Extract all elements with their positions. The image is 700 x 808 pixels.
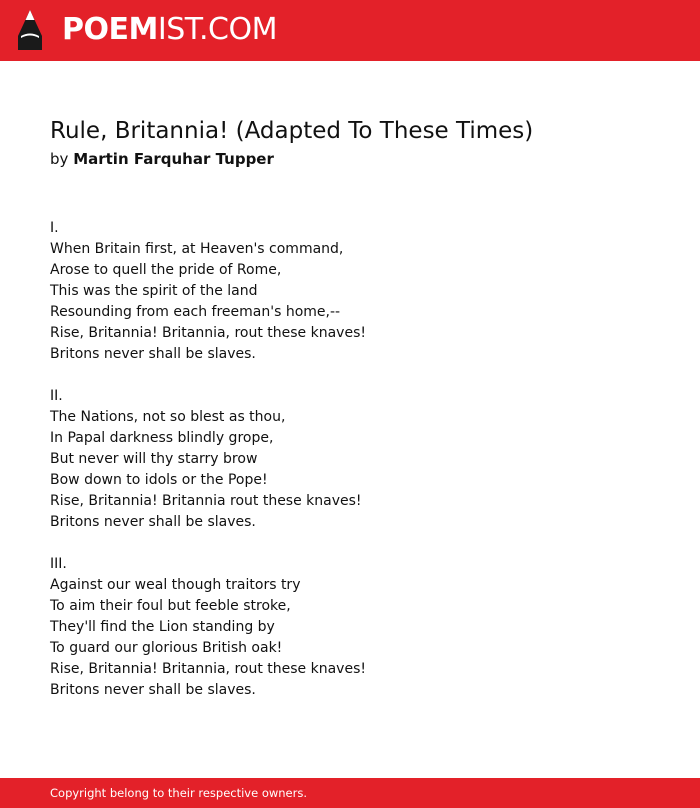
poem-line: Britons never shall be slaves. [50, 346, 256, 362]
poem-line: Rise, Britannia! Britannia rout these knaves! [50, 493, 362, 509]
stanza [50, 386, 650, 533]
poem-line: In Papal darkness blindly grope, [50, 430, 274, 446]
poem-line: Britons never shall be slaves. [50, 514, 256, 530]
byline [50, 148, 274, 170]
poem-line: When Britain first, at Heaven's command, [50, 241, 344, 257]
site-header [0, 0, 700, 61]
logo-text-bold: POEM [62, 12, 158, 47]
stanza [50, 554, 650, 701]
poem-line: II. [50, 388, 63, 404]
poem-line: But never will thy starry brow [50, 451, 258, 467]
poem-line: Rise, Britannia! Britannia, rout these knaves! [50, 325, 366, 341]
poem-line: Bow down to idols or the Pope! [50, 472, 268, 488]
pencil-logo-icon[interactable] [17, 9, 43, 51]
stanza [50, 218, 650, 365]
poem-title: Rule, Britannia! (Adapted To These Times) [50, 118, 534, 144]
poem-line: Resounding from each freeman's home,-- [50, 304, 341, 320]
logo-text-light: IST.COM [157, 12, 277, 47]
poem-line: They'll find the Lion standing by [50, 619, 275, 635]
poem-line: III. [50, 556, 67, 572]
poem-line: This was the spirit of the land [50, 283, 258, 299]
poem-line: Arose to quell the pride of Rome, [50, 262, 282, 278]
poem-body [50, 218, 650, 722]
poem-line: To aim their foul but feeble stroke, [50, 598, 291, 614]
author-name: Martin Farquhar Tupper [73, 150, 274, 168]
poem-line: Rise, Britannia! Britannia, rout these knaves! [50, 661, 366, 677]
poem-line: Britons never shall be slaves. [50, 682, 256, 698]
poem-line: To guard our glorious British oak! [50, 640, 283, 656]
site-footer [0, 778, 700, 808]
poem-line: I. [50, 220, 59, 236]
by-label: by [50, 150, 69, 168]
poem-line: The Nations, not so blest as thou, [50, 409, 286, 425]
site-logo-link[interactable] [62, 11, 277, 49]
copyright-text: Copyright belong to their respective owners. [50, 786, 308, 800]
poem-line: Against our weal though traitors try [50, 577, 301, 593]
